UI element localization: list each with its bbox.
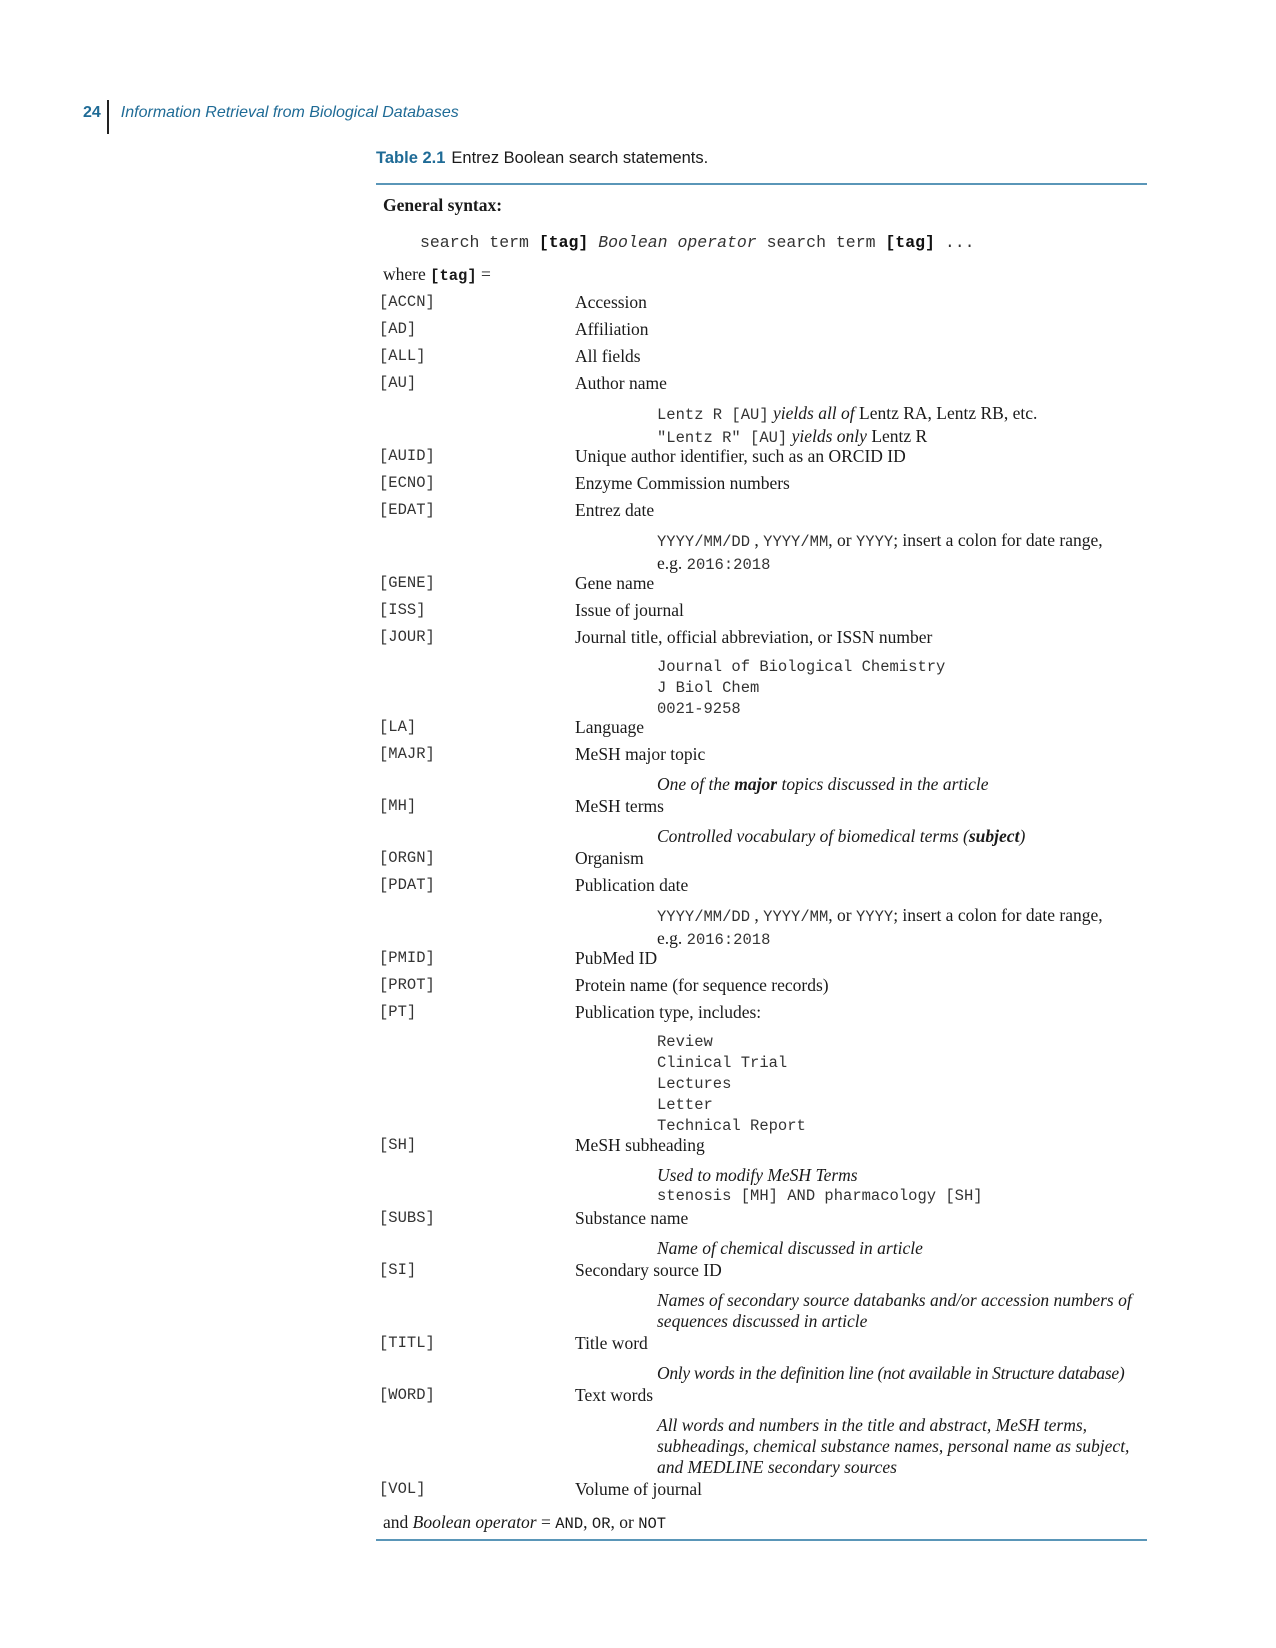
note-majr: One of the major topics discussed in the article: [657, 774, 989, 794]
tag-code: [VOL]: [379, 1480, 426, 1498]
tag-description: MeSH subheading: [575, 1135, 705, 1155]
tag-description: Author name: [575, 373, 667, 393]
note-au: Lentz R [AU] yields all of Lentz RA, Lentz RB, etc. "Lentz R" [AU] yields only Lentz R: [657, 403, 1038, 447]
note-edat: YYYY/MM/DD , YYYY/MM, or YYYY; insert a colon for date range, e.g. 2016:2018: [657, 530, 1103, 574]
note-jour: Journal of Biological Chemistry J Biol Chem 0021-9258: [657, 658, 946, 718]
tag-code: [MAJR]: [379, 745, 435, 763]
tag-description: Organism: [575, 848, 644, 868]
tag-description: Journal title, official abbreviation, or ISSN number: [575, 627, 933, 647]
tag-description: Publication type, includes:: [575, 1002, 762, 1022]
tag-description: Affiliation: [575, 319, 649, 339]
tag-description: Publication date: [575, 875, 689, 895]
tag-code: [ISS]: [379, 601, 426, 619]
tag-code: [AU]: [379, 374, 417, 392]
tag-description: Title word: [575, 1333, 648, 1353]
tag-description: Substance name: [575, 1208, 689, 1228]
tag-code: [PMID]: [379, 949, 435, 967]
note-pdat: YYYY/MM/DD , YYYY/MM, or YYYY; insert a colon for date range, e.g. 2016:2018: [657, 905, 1103, 949]
note-pt: Review Clinical Trial Lectures Letter Technical Report: [657, 1033, 806, 1135]
tag-code: [AD]: [379, 320, 417, 338]
tag-code: [PT]: [379, 1003, 417, 1021]
general-syntax-heading: General syntax:: [383, 195, 503, 215]
tag-code: [PROT]: [379, 976, 435, 994]
note-si: Names of secondary source databanks and/or accession numbers of sequences discussed in article: [657, 1290, 1132, 1331]
table-bottom-rule: [376, 1539, 1147, 1541]
tag-code: [ORGN]: [379, 849, 435, 867]
tag-code: [MH]: [379, 797, 417, 815]
tag-code: [JOUR]: [379, 628, 435, 646]
tag-code: [GENE]: [379, 574, 435, 592]
table-caption-text: Entrez Boolean search statements.: [451, 149, 709, 167]
tag-description: Enzyme Commission numbers: [575, 473, 790, 493]
tag-code: [AUID]: [379, 447, 435, 465]
tag-code: [WORD]: [379, 1386, 435, 1404]
page-number: 24: [83, 104, 101, 121]
tag-description: MeSH terms: [575, 796, 664, 816]
running-head: [83, 100, 459, 134]
tag-description: MeSH major topic: [575, 744, 706, 764]
boolean-operator-line: and Boolean operator = AND, OR, or NOT: [383, 1512, 667, 1533]
tag-code: [ECNO]: [379, 474, 435, 492]
table-top-rule: [376, 183, 1147, 185]
tag-code: [EDAT]: [379, 501, 435, 519]
tag-description: Issue of journal: [575, 600, 684, 620]
tag-code: [SI]: [379, 1261, 417, 1279]
table-caption: [376, 149, 708, 168]
running-title: Information Retrieval from Biological Databases: [120, 104, 459, 121]
tag-description: Protein name (for sequence records): [575, 975, 829, 995]
tag-code: [TITL]: [379, 1334, 435, 1352]
tag-code: [PDAT]: [379, 876, 435, 894]
header-divider: [107, 100, 109, 134]
note-mh: Controlled vocabulary of biomedical terms (subject): [657, 826, 1026, 846]
tag-description: Gene name: [575, 573, 655, 593]
tag-description: Entrez date: [575, 500, 655, 520]
tag-code: [SH]: [379, 1136, 417, 1154]
tag-code: [SUBS]: [379, 1209, 435, 1227]
where-line: where [tag] =: [383, 264, 491, 285]
table-label: Table 2.1: [376, 149, 446, 167]
tag-code: [ACCN]: [379, 293, 435, 311]
tag-description: PubMed ID: [575, 948, 658, 968]
tag-code: [ALL]: [379, 347, 426, 365]
note-word: All words and numbers in the title and abstract, MeSH terms, subheadings, chemical substance names, personal name as subject, and MEDLINE secondary sources: [657, 1415, 1130, 1477]
tag-description: Unique author identifier, such as an ORCID ID: [575, 446, 906, 466]
tag-description: Volume of journal: [575, 1479, 703, 1499]
note-sh: Used to modify MeSH Terms stenosis [MH] AND pharmacology [SH]: [657, 1165, 983, 1205]
tag-description: Language: [575, 717, 644, 737]
tag-code: [LA]: [379, 718, 417, 736]
note-subs: Name of chemical discussed in article: [657, 1238, 923, 1258]
tag-description: Text words: [575, 1385, 653, 1405]
tag-description: Secondary source ID: [575, 1260, 722, 1280]
syntax-line: search term [tag] Boolean operator search term [tag] ...: [420, 233, 975, 252]
tag-description: Accession: [575, 292, 647, 312]
tag-description: All fields: [575, 346, 641, 366]
note-titl: Only words in the definition line (not available in Structure database): [657, 1363, 1125, 1383]
